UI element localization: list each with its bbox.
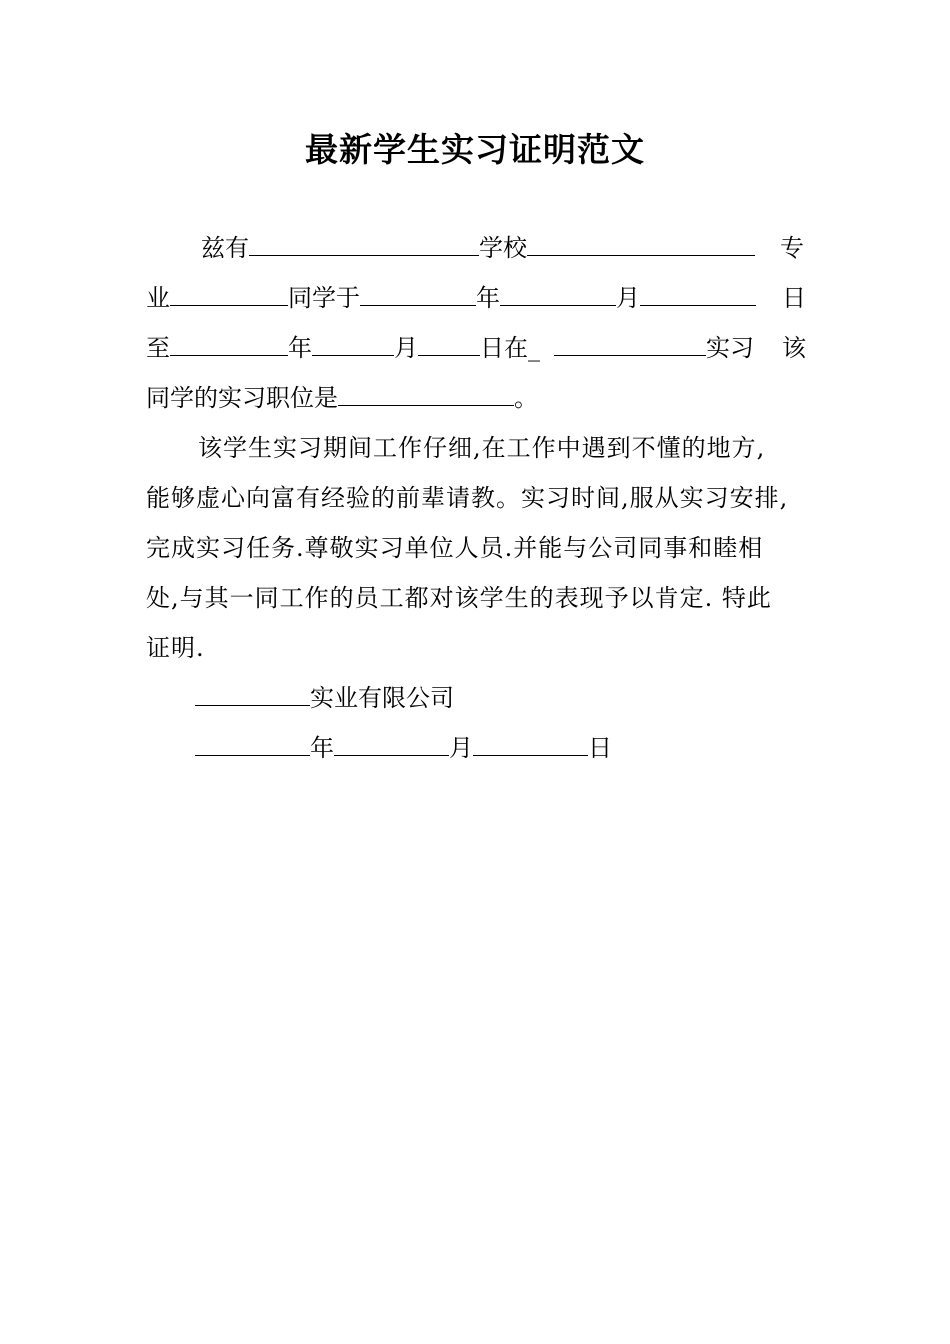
sign-day-blank[interactable] xyxy=(473,733,588,756)
body-line-3: 完成实习任务.尊敬实习单位人员.并能与公司同事和睦相 xyxy=(146,534,764,562)
end-year-blank[interactable] xyxy=(170,333,288,356)
that-label: 该 xyxy=(782,334,806,362)
period: 。 xyxy=(514,384,538,412)
position-blank[interactable] xyxy=(338,383,514,406)
company-suffix: 实业有限公司 xyxy=(310,684,454,712)
major-blank[interactable] xyxy=(527,233,755,256)
form-line-1-end xyxy=(780,233,804,263)
student-label: 同学于 xyxy=(288,284,360,312)
start-month-blank[interactable] xyxy=(500,283,616,306)
start-year-blank[interactable] xyxy=(360,283,476,306)
end-day-label: 日在_ xyxy=(480,334,540,362)
to-label: 至 xyxy=(146,334,170,362)
end-month-label: 月 xyxy=(394,334,418,362)
sign-year-label: 年 xyxy=(310,734,334,762)
form-line-3 xyxy=(146,333,754,363)
body-line-4: 处,与其一同工作的员工都对该学生的表现予以肯定. 特此 xyxy=(146,584,772,612)
sign-year-blank[interactable] xyxy=(195,733,310,756)
body-line-1: 该学生实习期间工作仔细,在工作中遇到不懂的地方, xyxy=(198,434,766,462)
school-label: 学校 xyxy=(479,234,527,262)
intro-text: 兹有 xyxy=(201,234,249,262)
start-day-blank[interactable] xyxy=(640,283,756,306)
intern-label: 实习 xyxy=(706,334,754,362)
signature-company xyxy=(195,683,454,713)
form-line-1 xyxy=(201,233,755,263)
signature-date xyxy=(195,733,612,763)
form-line-4 xyxy=(146,383,538,413)
sign-month-label: 月 xyxy=(449,734,473,762)
school-blank[interactable] xyxy=(249,233,479,256)
end-month-blank[interactable] xyxy=(312,333,394,356)
form-line-2 xyxy=(146,283,756,313)
company-blank[interactable] xyxy=(554,333,706,356)
position-label: 同学的实习职位是 xyxy=(146,384,338,412)
body-line-5: 证明. xyxy=(146,634,205,662)
sign-month-blank[interactable] xyxy=(334,733,449,756)
start-day-label: 日 xyxy=(782,284,806,312)
form-line-3-end xyxy=(782,333,806,363)
end-day-blank[interactable] xyxy=(418,333,480,356)
company-name-blank[interactable] xyxy=(195,683,310,706)
major-label-part: 专 xyxy=(780,234,804,262)
start-month-label: 月 xyxy=(616,284,640,312)
document-title: 最新学生实习证明范文 xyxy=(305,130,645,169)
start-year-label: 年 xyxy=(476,284,500,312)
sign-day-label: 日 xyxy=(588,734,612,762)
student-name-blank[interactable] xyxy=(170,283,288,306)
form-line-2-end xyxy=(782,283,806,313)
body-line-2: 能够虚心向富有经验的前辈请教。实习时间,服从实习安排, xyxy=(146,484,789,512)
major-label-rest: 业 xyxy=(146,284,170,312)
end-year-label: 年 xyxy=(288,334,312,362)
